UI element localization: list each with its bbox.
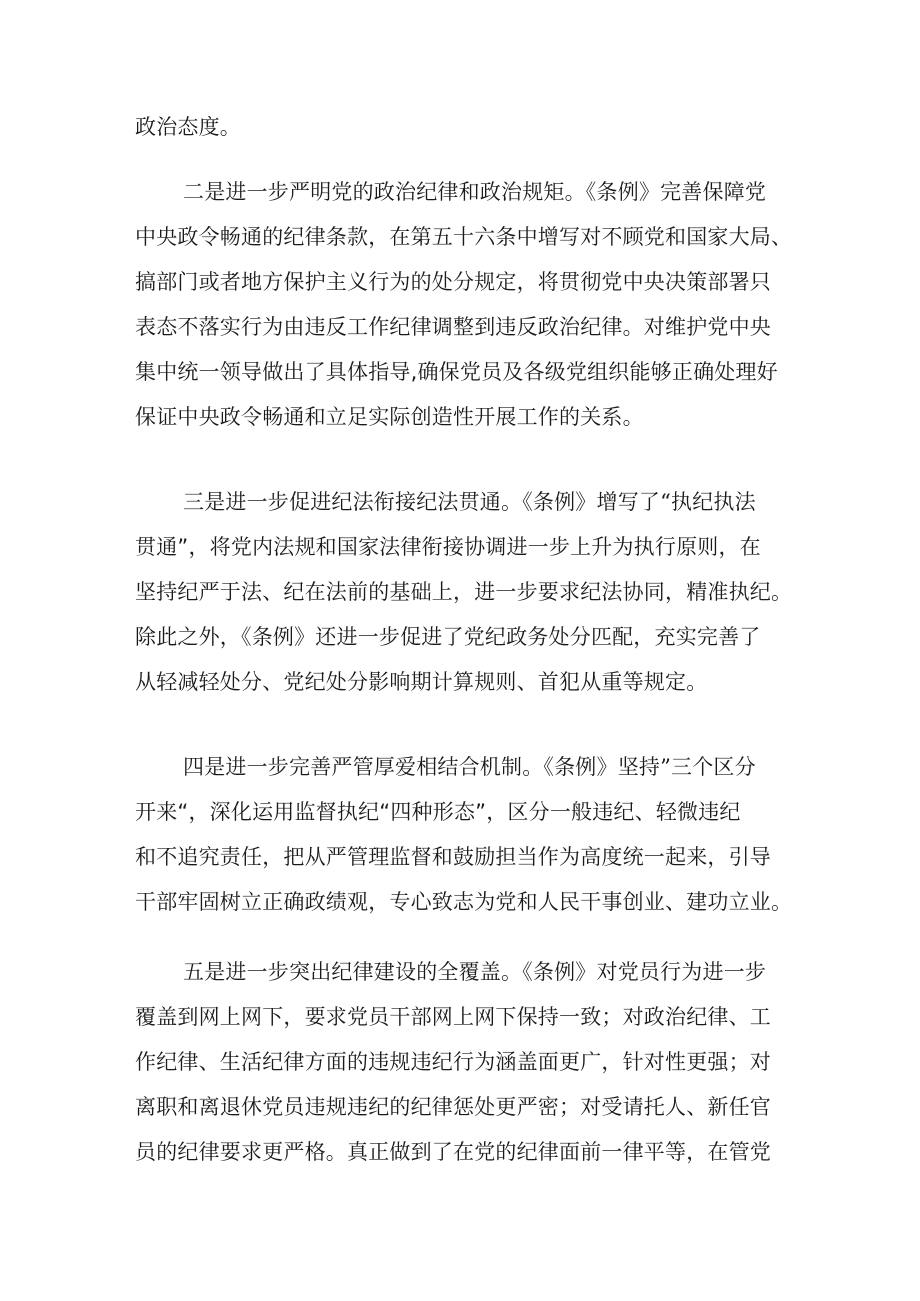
text-line: 中央政令畅通的纪律条款，在第五十六条中增写对不顾党和国家大局、 <box>135 225 793 249</box>
text-line: 坚持纪严于法、纪在法前的基础上，进一步要求纪法协同，精准执纪。 <box>135 580 793 604</box>
text-line: 员的纪律要求更严格。真正做到了在党的纪律面前一律平等，在管党 <box>135 1140 771 1164</box>
text-line: 贯通”，将党内法规和国家法律衔接协调进一步上升为执行原则，在 <box>135 535 761 559</box>
text-line: 集中统一领导做出了具体指导,确保党员及各级党组织能够正确处理好 <box>135 360 778 384</box>
paragraph-3-line-1: 三是进一步促进纪法衔接纪法贯通。《条例》增写了“执纪执法 <box>183 490 756 514</box>
text-line: 从轻减轻处分、党纪处分影响期计算规则、首犯从重等规定。 <box>135 670 708 694</box>
paragraph-5-line-1: 五是进一步突出纪律建设的全覆盖。《条例》对党员行为进一步 <box>183 960 767 984</box>
paragraph-2-line-1: 二是进一步严明党的政治纪律和政治规矩。《条例》完善保障党 <box>183 180 767 204</box>
text-line: 开来“，深化运用监督执纪“四种形态”，区分一般违纪、轻微违纪 <box>135 800 741 824</box>
text-line: 政治态度。 <box>135 115 241 139</box>
text-line: 覆盖到网上网下，要求党员干部网上网下保持一致；对政治纪律、工 <box>135 1005 771 1029</box>
text-line: 搞部门或者地方保护主义行为的处分规定，将贯彻党中央决策部署只 <box>135 270 771 294</box>
text-line: 干部牢固树立正确政绩观，专心致志为党和人民干事创业、建功立业。 <box>135 890 793 914</box>
text-line: 表态不落实行为由违反工作纪律调整到违反政治纪律。对维护党中央 <box>135 315 771 339</box>
text-line: 和不追究责任，把从严管理监督和鼓励担当作为高度统一起来，引导 <box>135 845 771 869</box>
text-line: 除此之外，《条例》还进一步促进了党纪政务处分匹配，充实完善了 <box>135 625 761 649</box>
text-line: 离职和离退休党员违规违纪的纪律惩处更严密；对受请托人、新任官 <box>135 1095 771 1119</box>
text-line: 保证中央政令畅通和立足实际创造性开展工作的关系。 <box>135 405 644 429</box>
text-line: 作纪律、生活纪律方面的违规违纪行为涵盖面更广，针对性更强；对 <box>135 1050 771 1074</box>
paragraph-4-line-1: 四是进一步完善严管厚爱相结合机制。《条例》坚持”三个区分 <box>183 755 756 779</box>
